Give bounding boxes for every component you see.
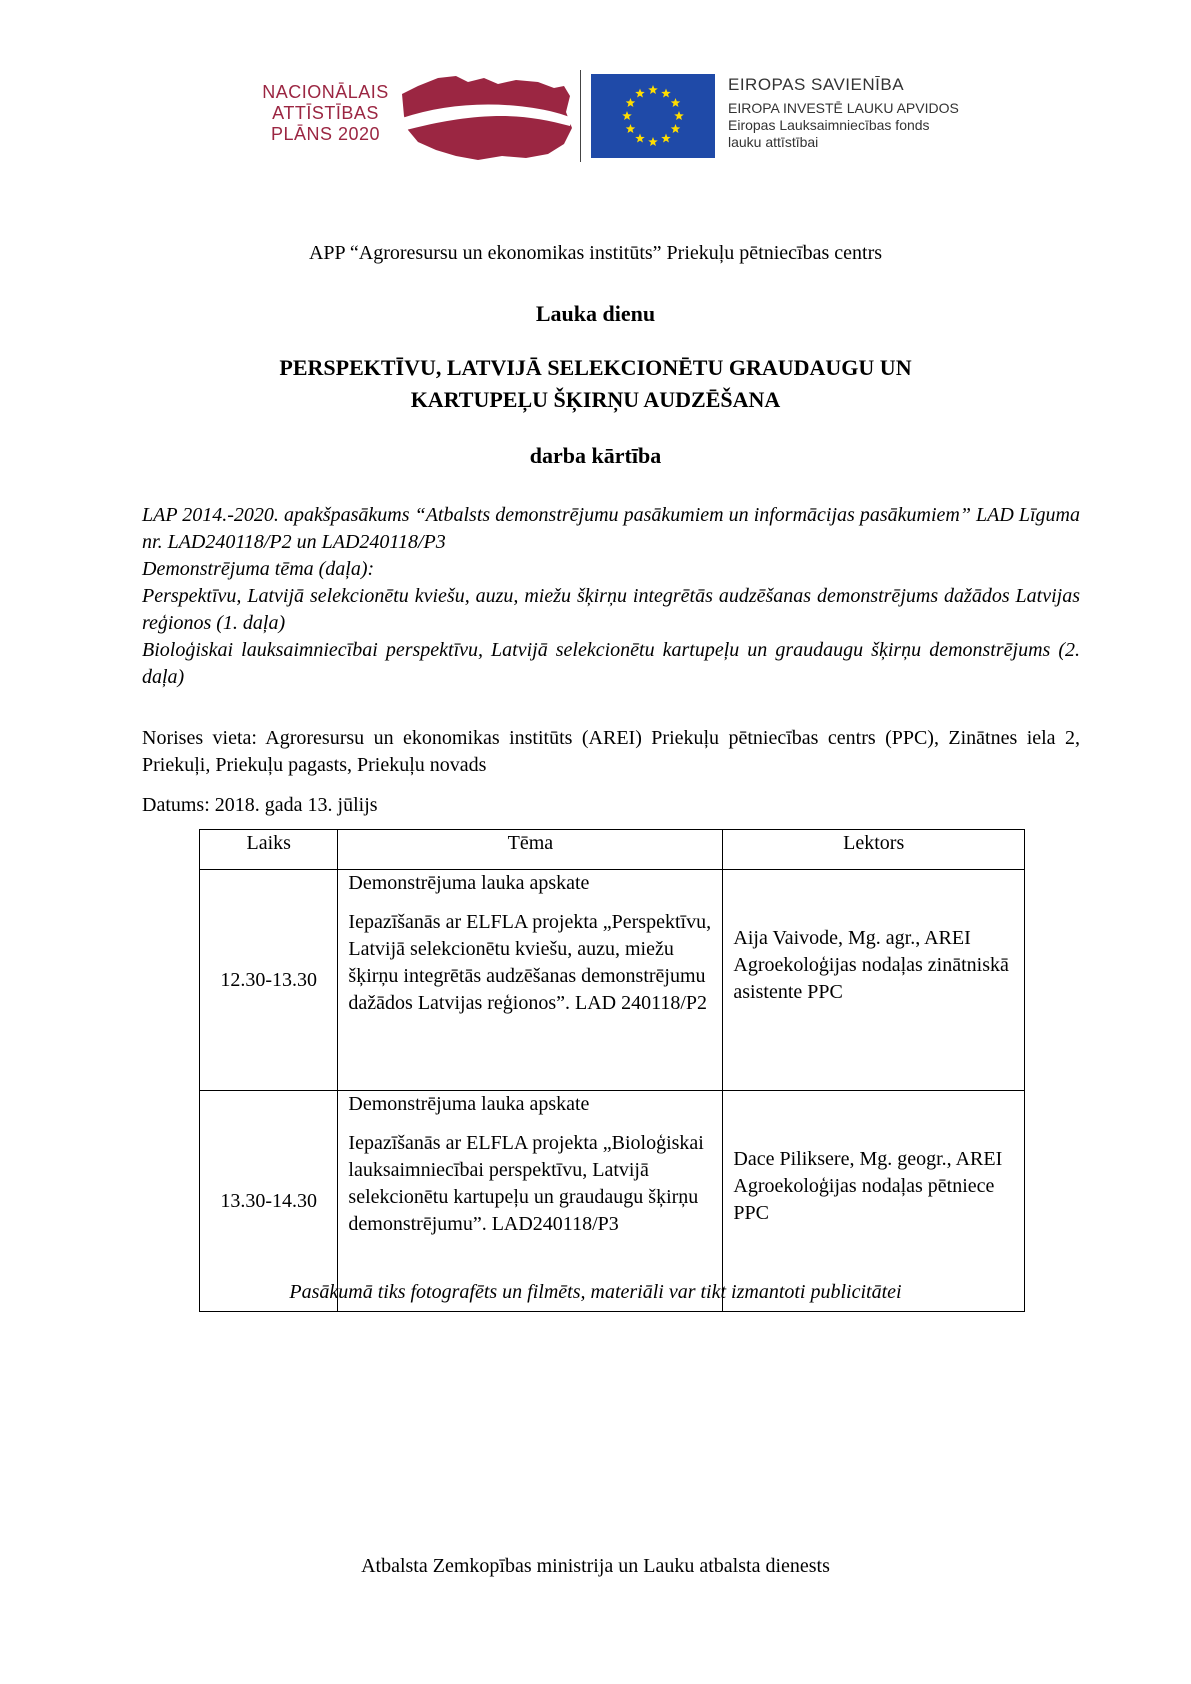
eu-subtitle-line-3: lauku attīstībai [728, 134, 819, 150]
latvia-map-icon [398, 72, 576, 162]
header-time: Laiks [200, 830, 338, 870]
photo-notice: Pasākumā tiks fotografēts un filmēts, materiāli var tikt izmantoti publicitātei [289, 1281, 902, 1303]
nap-logo-line-2: ATTĪSTĪBAS [272, 103, 379, 123]
table-row [200, 870, 1025, 1091]
eu-subtitle-line-1: EIROPA INVESTĒ LAUKU APVIDOS [728, 100, 959, 116]
event-title [0, 352, 1191, 416]
header-lector: Lektors [723, 830, 1025, 870]
row-lector: Aija Vaivode, Mg. agr., AREI Agroekoloģijas nodaļas zinātniskā asistente PPC [723, 870, 1025, 1091]
row-topic-heading: Demonstrējuma lauka apskate [348, 872, 590, 894]
theme-label: Demonstrējuma tēma (daļa): [142, 558, 375, 580]
eu-flag-icon [591, 74, 715, 158]
eu-logo-text [728, 74, 959, 151]
date-text: Datums: 2018. gada 13. jūlijs [142, 794, 378, 816]
row-time: 13.30-14.30 [200, 1091, 338, 1312]
theme-part-2: Bioloģiskai lauksaimniecībai perspektīvu, Latvijā selekcionētu kartupeļu un graudaugu šķirņu demonstrējums (2. daļa) [142, 639, 1080, 688]
event-title-line-2: KARTUPEĻU ŠĶIRŅU AUDZĒŠANA [410, 387, 781, 412]
row-topic-body: Iepazīšanās ar ELFLA projekta „Bioloģiskai lauksaimniecībai perspektīvu, Latvijā selekcionētu kartupeļu un graudaugu šķirņu demonstrējumu”. LAD240118/P3 [348, 1132, 704, 1235]
organization-line: APP “Agroresursu un ekonomikas institūts” Priekuļu pētniecības centrs [308, 242, 883, 264]
row-topic-heading: Demonstrējuma lauka apskate [348, 1093, 590, 1115]
row-topic [338, 1091, 723, 1312]
eu-title: EIROPAS SAVIENĪBA [728, 75, 905, 94]
heading-field-day: Lauka dienu [535, 301, 656, 326]
header-topic: Tēma [338, 830, 723, 870]
header-logos [258, 64, 978, 164]
nap-logo-line-1: NACIONĀLAIS [262, 82, 389, 102]
theme-part-1: Perspektīvu, Latvijā selekcionētu kviešu, auzu, miežu šķirņu integrētās audzēšanas demonstrējums dažādos Latvijas reģionos (1. daļa) [142, 585, 1080, 634]
logo-divider [580, 70, 581, 162]
row-lector: Dace Piliksere, Mg. geogr., AREI Agroekoloģijas nodaļas pētniece PPC [723, 1091, 1025, 1312]
row-time: 12.30-13.30 [200, 870, 338, 1091]
table-row [200, 1091, 1025, 1312]
nap-logo-text [258, 82, 393, 145]
nap-2020-logo [258, 72, 576, 162]
footer-support-note: Atbalsta Zemkopības ministrija un Lauku atbalsta dienests [361, 1555, 830, 1577]
heading-agenda: darba kārtība [529, 443, 662, 468]
row-topic [338, 870, 723, 1091]
row-topic-body: Iepazīšanās ar ELFLA projekta „Perspektīvu, Latvijā selekcionētu kviešu, auzu, miežu šķirņu integrētās audzēšanas demonstrējumu dažādos Latvijas reģionos”. LAD 240118/P2 [348, 911, 712, 1014]
schedule-table [199, 829, 1025, 1312]
program-text: LAP 2014.-2020. apakšpasākums “Atbalsts demonstrējumu pasākumiem un informācijas pasākumiem” LAD Līguma nr. LAD240118/P2 un LAD240118/P3 [142, 504, 1080, 553]
event-title-line-1: PERSPEKTĪVU, LATVIJĀ SELEKCIONĒTU GRAUDAUGU UN [279, 355, 912, 380]
program-info [142, 502, 1080, 691]
nap-logo-line-3: PLĀNS 2020 [270, 124, 381, 144]
eu-subtitle-line-2: Eiropas Lauksaimniecības fonds [728, 117, 930, 133]
venue-text: Norises vieta: Agroresursu un ekonomikas institūts (AREI) Priekuļu pētniecības centrs (PPC), Zinātnes iela 2, Priekuļi, Priekuļu pagasts, Priekuļu novads [142, 727, 1080, 776]
schedule-header-row [200, 830, 1025, 870]
